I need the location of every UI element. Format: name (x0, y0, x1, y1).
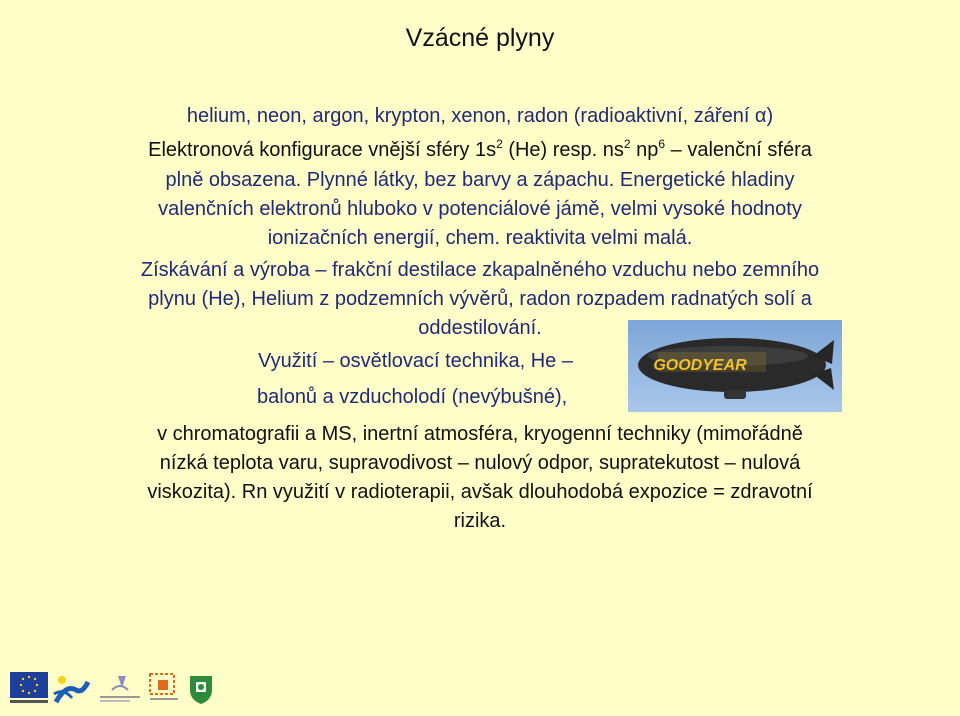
blimp-icon (628, 320, 842, 412)
msmt-logo-icon (98, 672, 142, 706)
university-crest-icon (186, 672, 216, 706)
blimp-logo-text: GOODYEAR (653, 357, 747, 374)
line-uses-4: nízká teplota varu, supravodivost – nulový odpor, supratekutost – nulová (159, 452, 801, 474)
line-uses-6: rizika. (453, 510, 507, 532)
goodyear-blimp-image (628, 320, 842, 412)
line-uses-5: viskozita). Rn využití v radioterapii, avšak dlouhodobá expozice = zdravotní (147, 481, 813, 503)
esf-logo-icon (52, 672, 92, 706)
line-properties-3: ionizačních energií, chem. reaktivita velmi malá. (267, 227, 693, 249)
line-production-2: plynu (He), Helium z podzemních vývěrů, radon rozpadem radnatých solí a (148, 288, 812, 310)
slide-title: Vzácné plyny (405, 24, 555, 52)
footer-logos (10, 666, 220, 712)
line-production-1: Získávání a výroba – frakční destilace zkapalněného vzduchu nebo zemního (140, 259, 820, 281)
line-properties-2: valenčních elektronů hluboko v potenciálové jámě, velmi vysoké hodnoty (158, 198, 802, 220)
line-uses-2: balonů a vzducholodí (nevýbušné), (257, 386, 568, 408)
line-properties-1: plně obsazena. Plynné látky, bez barvy a zápachu. Energetické hladiny (165, 169, 795, 191)
op-logo-icon (148, 672, 182, 706)
eu-flag-icon (10, 672, 48, 706)
line-noble-gases-list: helium, neon, argon, krypton, xenon, radon (radioaktivní, záření α) (186, 105, 774, 127)
line-uses-3: v chromatografii a MS, inertní atmosféra, kryogenní techniky (mimořádně (157, 423, 803, 445)
line-uses-1: Využití – osvětlovací technika, He – (258, 350, 573, 372)
line-production-3: oddestilování. (418, 317, 542, 339)
line-electron-configuration: Elektronová konfigurace vnější sféry $1s^2$ (He) resp. $ns^2$ $np^6$ – valenční sféra (148, 137, 812, 161)
